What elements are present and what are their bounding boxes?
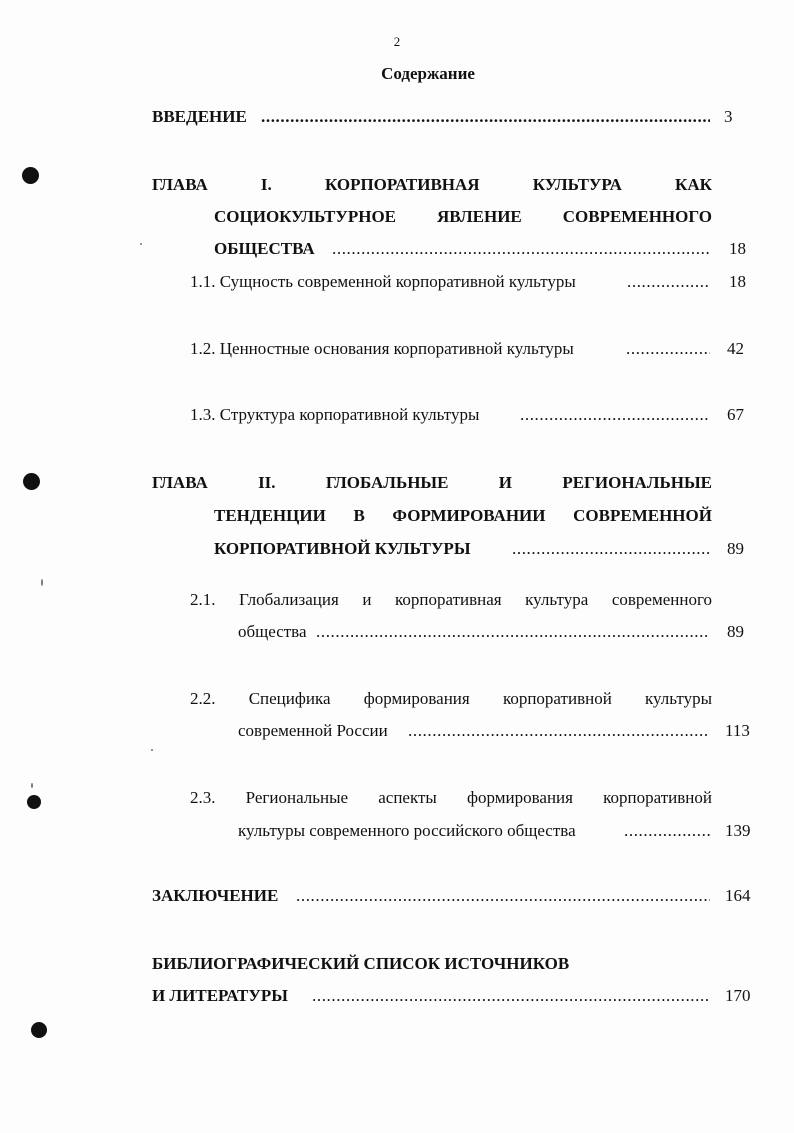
dot-leader [627,270,710,294]
toc-page-number: 18 [729,272,746,291]
toc-page-number: 67 [727,405,744,424]
punch-hole [22,167,39,184]
dot-leader [520,403,710,427]
toc-page-number: 42 [727,339,744,358]
toc-page-number: 18 [729,239,746,258]
toc-entry-1-3[interactable]: 1.3. Структура корпоративной культуры [190,405,480,424]
dot-leader [261,105,710,129]
toc-entry-2-1-line1[interactable]: 2.1. Глобализация и корпоративная культура современного [190,590,712,609]
scan-speck [31,783,33,788]
dot-leader [408,719,710,743]
toc-entry-1-2[interactable]: 1.2. Ценностные основания корпоративной культуры [190,339,574,358]
dot-leader [296,884,710,908]
toc-entry-bibliography-line2[interactable]: И ЛИТЕРАТУРЫ [152,986,288,1005]
scan-speck [151,749,153,751]
chapter-2-heading-line1[interactable]: ГЛАВА II. ГЛОБАЛЬНЫЕ И РЕГИОНАЛЬНЫЕ [152,473,712,492]
chapter-1-heading-line3[interactable]: ОБЩЕСТВА [214,239,315,258]
chapter-1-heading-line2[interactable]: СОЦИОКУЛЬТУРНОЕ ЯВЛЕНИЕ СОВРЕМЕННОГО [214,207,712,226]
toc-entry-conclusion[interactable]: ЗАКЛЮЧЕНИЕ [152,886,279,905]
punch-hole [31,1022,47,1038]
toc-entry-bibliography-line1[interactable]: БИБЛИОГРАФИЧЕСКИЙ СПИСОК ИСТОЧНИКОВ [152,954,570,973]
toc-entry-2-2-line2[interactable]: современной России [238,721,388,740]
toc-title: Содержание [381,64,475,83]
toc-entry-2-3-line1[interactable]: 2.3. Региональные аспекты формирования корпоративной [190,788,712,807]
toc-page-number: 139 [725,821,751,840]
toc-page-number: 89 [727,539,744,558]
page-number: 2 [393,34,401,49]
toc-page-number: 170 [725,986,751,1005]
scan-speck [41,579,43,586]
chapter-2-heading-line3[interactable]: КОРПОРАТИВНОЙ КУЛЬТУРЫ [214,539,471,558]
toc-page-number: 3 [724,107,733,126]
toc-entry-2-3-line2[interactable]: культуры современного российского общества [238,821,576,840]
toc-entry-2-2-line1[interactable]: 2.2. Специфика формирования корпоративной культуры [190,689,712,708]
toc-entry-1-1[interactable]: 1.1. Сущность современной корпоративной культуры [190,272,576,291]
punch-hole [27,795,41,809]
dot-leader [316,620,710,644]
toc-page-number: 89 [727,622,744,641]
scan-speck [140,243,142,245]
toc-entry-label: ВВЕДЕНИЕ [152,107,247,126]
dot-leader [512,537,710,561]
dot-leader [312,984,710,1008]
chapter-2-heading-line2[interactable]: ТЕНДЕНЦИИ В ФОРМИРОВАНИИ СОВРЕМЕННОЙ [214,506,712,525]
dot-leader [624,819,710,843]
toc-page-number: 113 [725,721,750,740]
toc-entry-2-1-line2[interactable]: общества [238,622,307,641]
chapter-1-heading-line1[interactable]: ГЛАВА I. КОРПОРАТИВНАЯ КУЛЬТУРА КАК [152,175,712,194]
dot-leader [626,337,710,361]
dot-leader [332,237,710,261]
punch-hole [23,473,40,490]
toc-page-number: 164 [725,886,751,905]
